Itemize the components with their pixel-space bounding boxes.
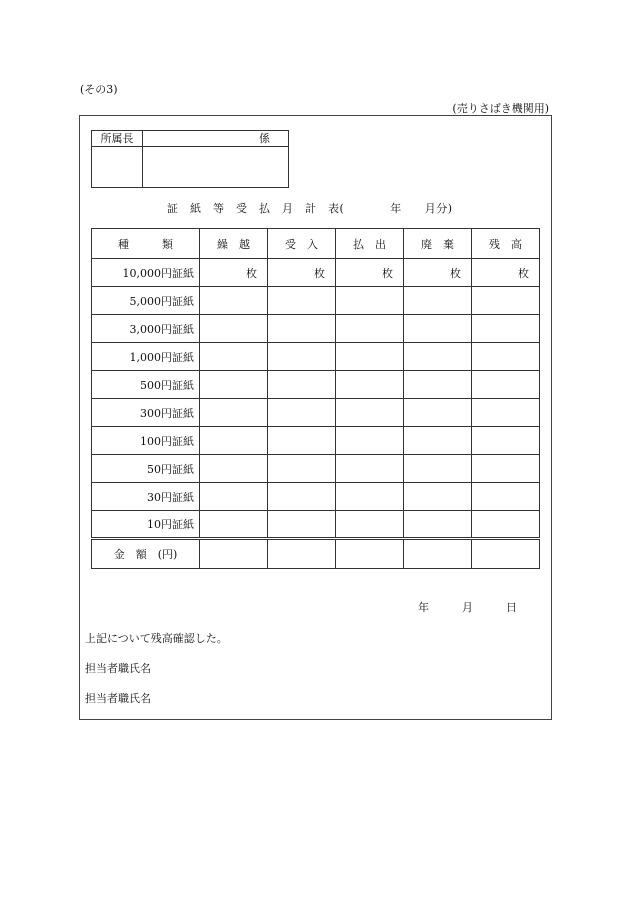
empty-cell bbox=[472, 371, 540, 399]
approval-staff-label: 係 bbox=[259, 132, 270, 145]
stamp-type-cell: 100円証紙 bbox=[92, 427, 200, 455]
empty-cell bbox=[472, 399, 540, 427]
empty-cell bbox=[268, 427, 336, 455]
header-discarded: 廃 棄 bbox=[404, 229, 472, 259]
empty-cell bbox=[472, 455, 540, 483]
unit-cell: 枚 bbox=[404, 259, 472, 287]
approval-box bbox=[91, 130, 289, 188]
empty-cell bbox=[472, 343, 540, 371]
empty-cell bbox=[336, 287, 404, 315]
header-carryover: 繰 越 bbox=[200, 229, 268, 259]
empty-cell bbox=[268, 371, 336, 399]
empty-cell bbox=[268, 511, 336, 539]
empty-cell bbox=[336, 539, 404, 569]
empty-cell bbox=[336, 483, 404, 511]
empty-cell bbox=[200, 455, 268, 483]
empty-cell bbox=[268, 483, 336, 511]
empty-cell bbox=[472, 315, 540, 343]
unit-cell: 枚 bbox=[336, 259, 404, 287]
stamp-type-cell: 300円証紙 bbox=[92, 399, 200, 427]
empty-cell bbox=[404, 455, 472, 483]
stamp-type-cell: 1,000円証紙 bbox=[92, 343, 200, 371]
table-row bbox=[92, 399, 540, 427]
date-line: 年 月 日 bbox=[418, 601, 517, 614]
table-header-row bbox=[92, 229, 540, 259]
empty-cell bbox=[268, 539, 336, 569]
empty-cell bbox=[336, 455, 404, 483]
empty-cell bbox=[200, 343, 268, 371]
approval-divider bbox=[142, 131, 143, 187]
empty-cell bbox=[472, 287, 540, 315]
empty-cell bbox=[200, 539, 268, 569]
empty-cell bbox=[472, 483, 540, 511]
empty-cell bbox=[336, 511, 404, 539]
empty-cell bbox=[472, 539, 540, 569]
empty-cell bbox=[268, 455, 336, 483]
empty-cell bbox=[268, 399, 336, 427]
empty-cell bbox=[404, 539, 472, 569]
empty-cell bbox=[200, 511, 268, 539]
confirmation-text: 上記について残高確認した。 bbox=[85, 632, 228, 645]
empty-cell bbox=[336, 343, 404, 371]
stamp-type-cell: 500円証紙 bbox=[92, 371, 200, 399]
empty-cell bbox=[404, 511, 472, 539]
document-number: (その3) bbox=[80, 83, 118, 96]
header-balance: 残 高 bbox=[472, 229, 540, 259]
stamp-type-cell: 5,000円証紙 bbox=[92, 287, 200, 315]
unit-cell: 枚 bbox=[200, 259, 268, 287]
form-title: 証 紙 等 受 払 月 計 表( 年 月分) bbox=[167, 202, 453, 215]
table-row bbox=[92, 511, 540, 539]
header-paid-out: 払 出 bbox=[336, 229, 404, 259]
empty-cell bbox=[404, 399, 472, 427]
staff-name-label-2: 担当者職氏名 bbox=[85, 692, 151, 705]
table-row bbox=[92, 455, 540, 483]
stamp-type-cell: 3,000円証紙 bbox=[92, 315, 200, 343]
usage-label: (売りさばき機関用) bbox=[452, 102, 549, 115]
empty-cell bbox=[472, 511, 540, 539]
empty-cell bbox=[200, 483, 268, 511]
header-received: 受 入 bbox=[268, 229, 336, 259]
total-amount-label: 金 額 (円) bbox=[92, 539, 200, 569]
empty-cell bbox=[472, 427, 540, 455]
empty-cell bbox=[200, 399, 268, 427]
table-row bbox=[92, 315, 540, 343]
table-row bbox=[92, 343, 540, 371]
unit-cell: 枚 bbox=[268, 259, 336, 287]
empty-cell bbox=[404, 287, 472, 315]
empty-cell bbox=[200, 371, 268, 399]
table-row bbox=[92, 259, 540, 287]
ledger-table bbox=[91, 228, 540, 569]
empty-cell bbox=[200, 287, 268, 315]
empty-cell bbox=[336, 315, 404, 343]
table-row bbox=[92, 483, 540, 511]
stamp-type-cell: 30円証紙 bbox=[92, 483, 200, 511]
unit-cell: 枚 bbox=[472, 259, 540, 287]
empty-cell bbox=[404, 483, 472, 511]
empty-cell bbox=[268, 343, 336, 371]
empty-cell bbox=[268, 287, 336, 315]
empty-cell bbox=[336, 371, 404, 399]
table-row bbox=[92, 371, 540, 399]
empty-cell bbox=[404, 315, 472, 343]
total-row bbox=[92, 539, 540, 569]
empty-cell bbox=[404, 427, 472, 455]
empty-cell bbox=[336, 427, 404, 455]
table-row bbox=[92, 427, 540, 455]
table-row bbox=[92, 287, 540, 315]
staff-name-label-1: 担当者職氏名 bbox=[85, 662, 151, 675]
stamp-type-cell: 10,000円証紙 bbox=[92, 259, 200, 287]
stamp-type-cell: 10円証紙 bbox=[92, 511, 200, 539]
empty-cell bbox=[336, 399, 404, 427]
empty-cell bbox=[200, 315, 268, 343]
header-type: 種 類 bbox=[92, 229, 200, 259]
stamp-type-cell: 50円証紙 bbox=[92, 455, 200, 483]
empty-cell bbox=[200, 427, 268, 455]
empty-cell bbox=[404, 371, 472, 399]
empty-cell bbox=[268, 315, 336, 343]
approval-head-label: 所属長 bbox=[100, 132, 134, 145]
empty-cell bbox=[404, 343, 472, 371]
